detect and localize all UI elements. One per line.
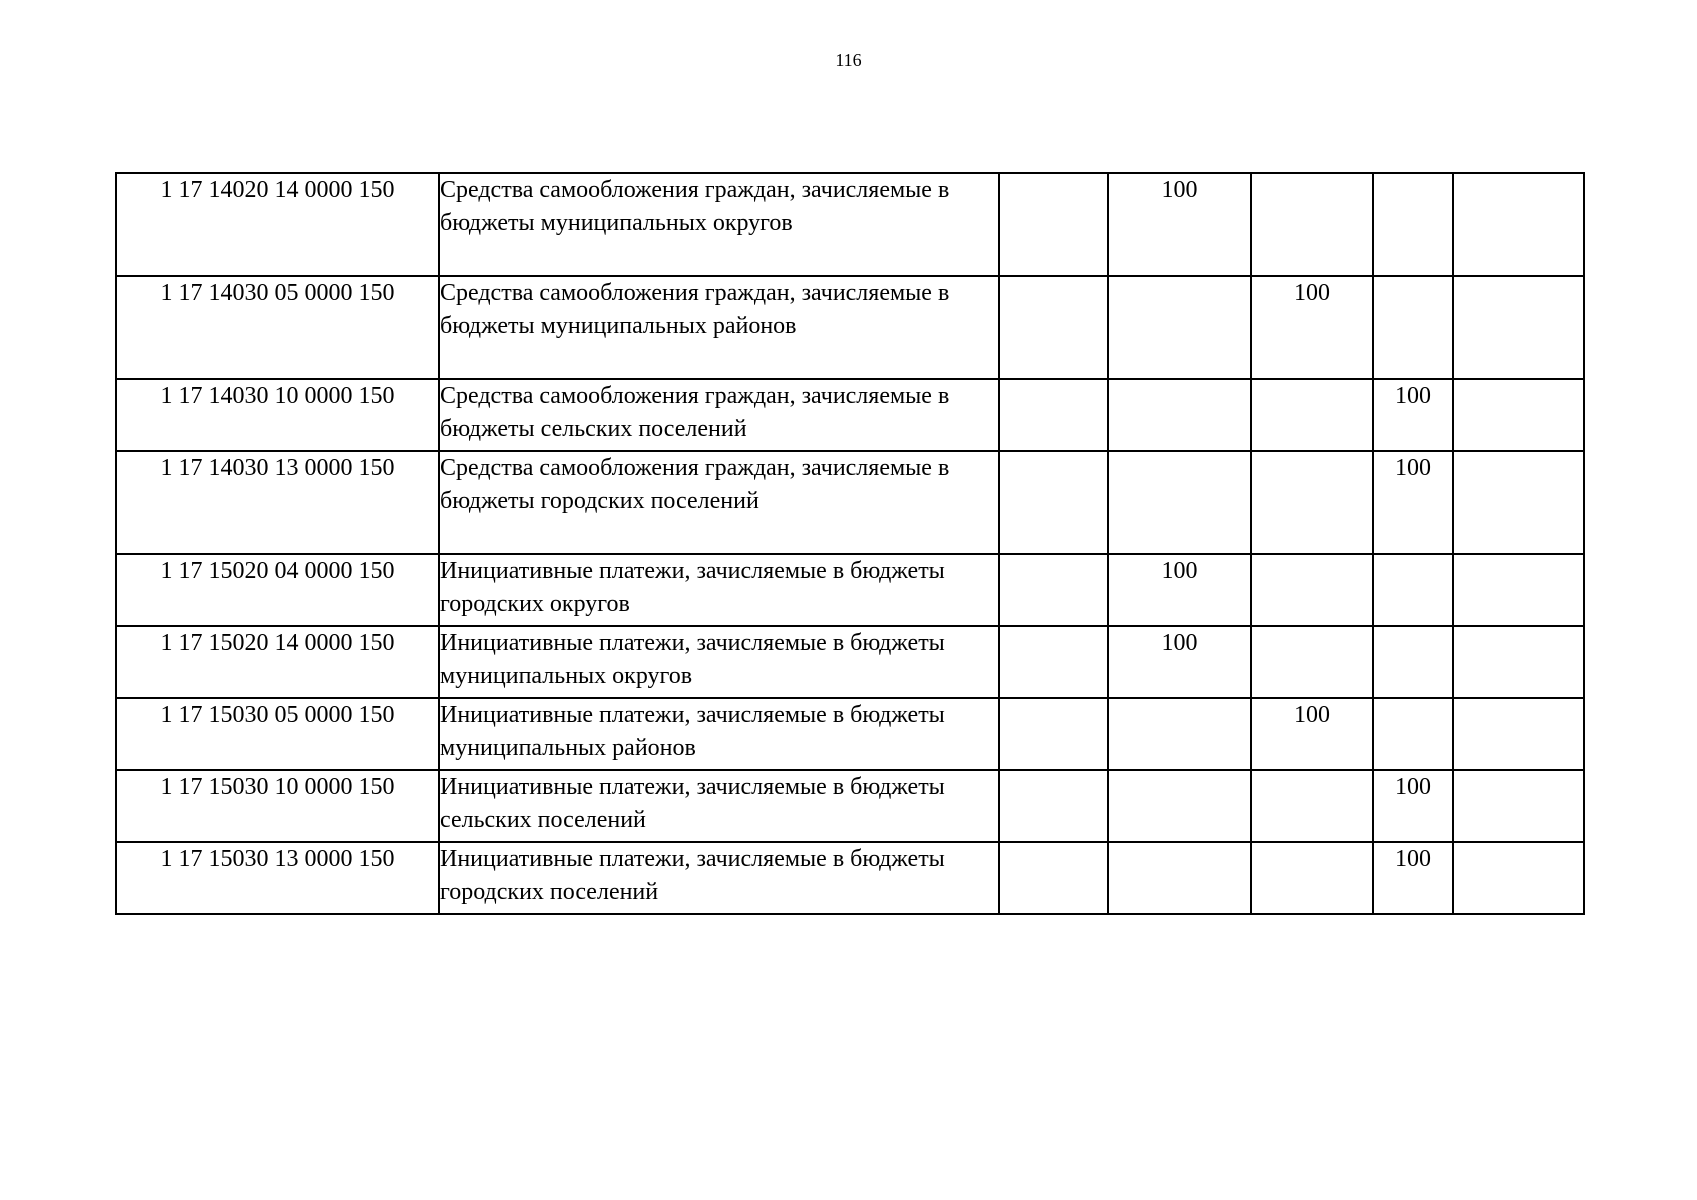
value-cell-1 bbox=[999, 626, 1108, 698]
description-cell: Инициативные платежи, зачисляемые в бюджеты городских поселений bbox=[439, 842, 999, 914]
value-cell-2 bbox=[1108, 770, 1251, 842]
value-cell-5 bbox=[1453, 451, 1584, 554]
value-cell-5 bbox=[1453, 379, 1584, 451]
description-cell: Инициативные платежи, зачисляемые в бюджеты муниципальных районов bbox=[439, 698, 999, 770]
value-cell-4: 100 bbox=[1373, 451, 1453, 554]
table-row bbox=[116, 173, 1584, 276]
budget-code-cell: 1 17 14030 05 0000 150 bbox=[116, 276, 439, 379]
value-cell-2 bbox=[1108, 842, 1251, 914]
value-cell-2: 100 bbox=[1108, 626, 1251, 698]
value-cell-5 bbox=[1453, 276, 1584, 379]
value-cell-4 bbox=[1373, 698, 1453, 770]
budget-code-cell: 1 17 14030 13 0000 150 bbox=[116, 451, 439, 554]
table-row bbox=[116, 698, 1584, 770]
description-cell: Средства самообложения граждан, зачисляемые в бюджеты муниципальных округов bbox=[439, 173, 999, 276]
table-row bbox=[116, 276, 1584, 379]
budget-code-cell: 1 17 14030 10 0000 150 bbox=[116, 379, 439, 451]
budget-code-cell: 1 17 15020 04 0000 150 bbox=[116, 554, 439, 626]
budget-code-cell: 1 17 15020 14 0000 150 bbox=[116, 626, 439, 698]
value-cell-3 bbox=[1251, 626, 1373, 698]
value-cell-5 bbox=[1453, 554, 1584, 626]
value-cell-4 bbox=[1373, 173, 1453, 276]
value-cell-4: 100 bbox=[1373, 770, 1453, 842]
description-cell: Инициативные платежи, зачисляемые в бюджеты муниципальных округов bbox=[439, 626, 999, 698]
value-cell-1 bbox=[999, 276, 1108, 379]
value-cell-1 bbox=[999, 379, 1108, 451]
value-cell-1 bbox=[999, 770, 1108, 842]
table-row bbox=[116, 379, 1584, 451]
value-cell-3: 100 bbox=[1251, 698, 1373, 770]
budget-code-cell: 1 17 15030 05 0000 150 bbox=[116, 698, 439, 770]
budget-table bbox=[115, 172, 1585, 915]
value-cell-3 bbox=[1251, 379, 1373, 451]
value-cell-3 bbox=[1251, 554, 1373, 626]
value-cell-4 bbox=[1373, 554, 1453, 626]
value-cell-4 bbox=[1373, 276, 1453, 379]
description-cell: Средства самообложения граждан, зачисляемые в бюджеты сельских поселений bbox=[439, 379, 999, 451]
value-cell-5 bbox=[1453, 626, 1584, 698]
value-cell-3 bbox=[1251, 842, 1373, 914]
value-cell-2 bbox=[1108, 379, 1251, 451]
value-cell-1 bbox=[999, 451, 1108, 554]
page-number: 116 bbox=[835, 50, 862, 70]
description-cell: Инициативные платежи, зачисляемые в бюджеты городских округов bbox=[439, 554, 999, 626]
description-cell: Средства самообложения граждан, зачисляемые в бюджеты городских поселений bbox=[439, 451, 999, 554]
description-cell: Средства самообложения граждан, зачисляемые в бюджеты муниципальных районов bbox=[439, 276, 999, 379]
budget-code-cell: 1 17 15030 10 0000 150 bbox=[116, 770, 439, 842]
value-cell-2 bbox=[1108, 451, 1251, 554]
table-row bbox=[116, 554, 1584, 626]
value-cell-3 bbox=[1251, 173, 1373, 276]
table-row bbox=[116, 842, 1584, 914]
value-cell-2 bbox=[1108, 276, 1251, 379]
value-cell-4 bbox=[1373, 626, 1453, 698]
value-cell-5 bbox=[1453, 173, 1584, 276]
value-cell-3 bbox=[1251, 451, 1373, 554]
budget-code-cell: 1 17 14020 14 0000 150 bbox=[116, 173, 439, 276]
description-cell: Инициативные платежи, зачисляемые в бюджеты сельских поселений bbox=[439, 770, 999, 842]
value-cell-4: 100 bbox=[1373, 379, 1453, 451]
value-cell-1 bbox=[999, 554, 1108, 626]
value-cell-2 bbox=[1108, 698, 1251, 770]
value-cell-1 bbox=[999, 842, 1108, 914]
value-cell-3 bbox=[1251, 770, 1373, 842]
value-cell-2: 100 bbox=[1108, 173, 1251, 276]
table-row bbox=[116, 451, 1584, 554]
value-cell-1 bbox=[999, 173, 1108, 276]
value-cell-3: 100 bbox=[1251, 276, 1373, 379]
value-cell-5 bbox=[1453, 842, 1584, 914]
value-cell-2: 100 bbox=[1108, 554, 1251, 626]
value-cell-1 bbox=[999, 698, 1108, 770]
budget-code-cell: 1 17 15030 13 0000 150 bbox=[116, 842, 439, 914]
value-cell-4: 100 bbox=[1373, 842, 1453, 914]
table-row bbox=[116, 626, 1584, 698]
table-row bbox=[116, 770, 1584, 842]
value-cell-5 bbox=[1453, 698, 1584, 770]
value-cell-5 bbox=[1453, 770, 1584, 842]
